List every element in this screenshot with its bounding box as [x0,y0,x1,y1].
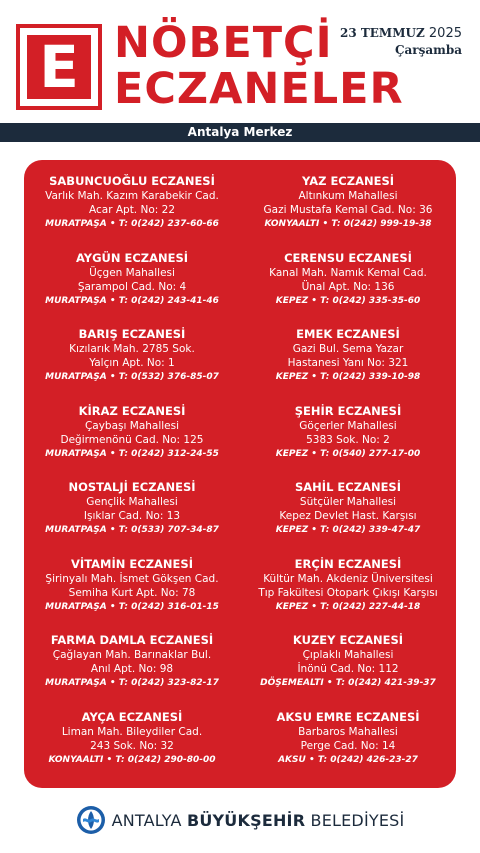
pharmacy-name: SAHİL ECZANESİ [295,480,401,494]
pharmacy-address-line-1: Gazi Bul. Sema Yazar [292,343,404,355]
pharmacy-contact: KEPEZ • T: 0(242) 339-47-47 [275,525,421,535]
pharmacy-name: YAZ ECZANESİ [301,174,395,188]
pharmacy-entry-right [240,710,456,787]
pharmacy-address-line-1: Çıplaklı Mahallesi [302,649,394,661]
pharmacy-address-line-2: Şarampol Cad. No: 4 [77,280,187,293]
pharmacy-entry-right [240,251,456,328]
pharmacy-address-line-2: Anıl Apt. No: 98 [90,663,174,675]
pharmacy-entry-right [240,557,456,634]
pharmacy-address-line-2: Tıp Fakültesi Otopark Çıkışı Karşısı [258,586,438,599]
pharmacy-contact: MURATPAŞA • T: 0(242) 316-01-15 [45,601,219,612]
pharmacy-name: AYGÜN ECZANESİ [75,250,189,265]
pharmacy-entry-left [24,251,240,328]
pharmacy-address-line-1: Barbaros Mahallesi [298,725,398,738]
pharmacy-address-line-2: Yalçın Apt. No: 1 [89,357,175,369]
pharmacy-address-line-1: Sütçüler Mahallesi [299,496,397,508]
pharmacy-contact: MURATPAŞA • T: 0(532) 376-85-07 [45,372,219,382]
header [0,0,480,122]
pharmacy-entry-right [240,633,456,710]
pharmacy-contact: MURATPAŞA • T: 0(242) 237-60-66 [45,219,219,229]
pharmacy-name: AYÇA ECZANESİ [81,709,183,724]
pharmacy-name: VİTAMİN ECZANESİ [71,556,193,571]
pharmacy-address-line-2: Kepez Devlet Hast. Karşısı [279,510,417,522]
pharmacy-entry-left [24,404,240,481]
footer-org-bold: BÜYÜKŞEHİR [186,810,306,830]
pharmacy-address-line-1: Varlık Mah. Kazım Karabekir Cad. [45,190,219,202]
pharmacy-name: ŞEHİR ECZANESİ [294,403,402,418]
pharmacy-e-icon [16,24,102,110]
pharmacy-name: EMEK ECZANESİ [296,327,400,341]
pharmacy-contact: KEPEZ • T: 0(242) 227-44-18 [275,601,421,612]
pharmacy-address-line-2: Değirmenönü Cad. No: 125 [60,433,204,446]
pharmacy-name: KUZEY ECZANESİ [292,633,404,647]
pharmacy-address-line-2: Işıklar Cad. No: 13 [83,510,181,522]
pharmacy-entry-left [24,480,240,557]
pharmacy-name: SABUNCUOĞLU ECZANESİ [49,174,215,188]
pharmacy-address-line-1: Altınkum Mahallesi [298,190,398,202]
pharmacy-entry-right [240,480,456,557]
title-line-2: ECZANELER [114,64,404,114]
date-year: 2025 [428,26,462,41]
pharmacy-address-line-2: Acar Apt. No: 22 [88,204,175,216]
pharmacy-address-line-1: Gençlik Mahallesi [86,496,178,508]
pharmacy-entry-left [24,174,240,251]
pharmacy-contact: KEPEZ • T: 0(540) 277-17-00 [275,448,421,459]
pharmacy-name: CERENSU ECZANESİ [284,250,412,265]
pharmacy-address-line-1: Göçerler Mahallesi [299,419,397,432]
pharmacy-address-line-1: Kültür Mah. Akdeniz Üniversitesi [263,572,433,585]
pharmacy-address-line-2: Hastanesi Yanı No: 321 [287,357,409,369]
pharmacy-address-line-2: 5383 Sok. No: 2 [306,433,390,446]
pharmacy-contact: KEPEZ • T: 0(242) 339-10-98 [275,372,421,382]
date-block [340,26,462,57]
pharmacy-contact: AKSU • T: 0(242) 426-23-27 [278,754,418,765]
pharmacy-name: FARMA DAMLA ECZANESİ [50,633,214,647]
pharmacy-contact: KEPEZ • T: 0(242) 335-35-60 [275,295,421,306]
pharmacy-address-line-1: Üçgen Mahallesi [89,266,175,279]
pharmacy-name: AKSU EMRE ECZANESİ [276,709,420,724]
footer-city: ANTALYA [111,810,182,830]
title-line-1: NÖBETÇİ [114,18,333,68]
pharmacy-contact: KONYAALTI • T: 0(242) 999-19-38 [264,219,432,229]
pharmacy-name: KİRAZ ECZANESİ [78,403,186,418]
pharmacy-contact: MURATPAŞA • T: 0(533) 707-34-87 [45,525,219,535]
pharmacy-address-line-2: Gazi Mustafa Kemal Cad. No: 36 [263,204,433,216]
pharmacy-contact: MURATPAŞA • T: 0(242) 323-82-17 [45,678,219,688]
pharmacy-entry-left [24,633,240,710]
footer-org-name [112,811,405,830]
municipality-logo-icon [76,805,106,835]
pharmacy-name: NOSTALJİ ECZANESİ [68,480,196,494]
pharmacy-name: ERÇİN ECZANESİ [294,556,402,571]
pharmacy-address-line-2: 243 Sok. No: 32 [90,739,174,752]
date-daymonth: 23 TEMMUZ [339,26,425,40]
pharmacy-address-line-1: Kızılarık Mah. 2785 Sok. [69,343,195,355]
pharmacy-grid [24,174,456,786]
pharmacy-contact: MURATPAŞA • T: 0(242) 243-41-46 [45,295,219,306]
footer-org-rest: BELEDİYESİ [310,810,405,830]
pharmacy-address-line-1: Çaybaşı Mahallesi [84,419,180,432]
pharmacy-entry-left [24,557,240,634]
pharmacy-entry-right [240,174,456,251]
pharmacy-entry-right [240,327,456,404]
district-bar: Antalya Merkez [0,123,480,142]
pharmacy-address-line-2: Semiha Kurt Apt. No: 78 [68,586,196,599]
pharmacy-entry-left [24,327,240,404]
pharmacy-list-panel [24,160,456,788]
pharmacy-address-line-1: Çağlayan Mah. Barınaklar Bul. [52,649,212,661]
pharmacy-entry-left [24,710,240,787]
pharmacy-contact: MURATPAŞA • T: 0(242) 312-24-55 [45,448,219,459]
pharmacy-entry-right [240,404,456,481]
logo-letter: E [27,35,91,99]
pharmacy-address-line-1: Liman Mah. Bileydiler Cad. [61,725,203,738]
pharmacy-address-line-1: Şirinyalı Mah. İsmet Gökşen Cad. [45,572,219,585]
weekday: Çarşamba [394,43,462,57]
pharmacy-contact: KONYAALTI • T: 0(242) 290-80-00 [48,754,216,765]
pharmacy-address-line-2: İnönü Cad. No: 112 [297,663,399,675]
pharmacy-name: BARIŞ ECZANESİ [78,327,186,341]
pharmacy-contact: DÖŞEMEALTI • T: 0(242) 421-39-37 [260,678,436,688]
date-line [340,26,462,41]
pharmacy-address-line-2: Ünal Apt. No: 136 [301,280,395,293]
pharmacy-address-line-1: Kanal Mah. Namık Kemal Cad. [269,266,427,279]
pharmacy-address-line-2: Perge Cad. No: 14 [300,739,396,752]
footer [0,803,480,837]
